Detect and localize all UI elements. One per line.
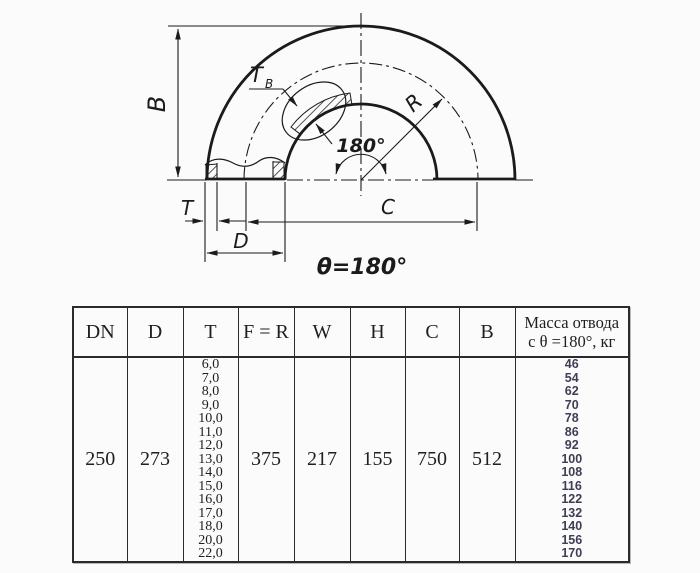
dim-t (185, 182, 246, 231)
mass-header-line2: с θ =180°, кг (528, 332, 616, 351)
cell-dn: 250 (73, 357, 127, 562)
mass-header-line1: Масса отвода (524, 312, 620, 332)
tb-label-main: T (250, 63, 263, 87)
col-header-w: W (294, 307, 350, 357)
tb-leader-arrow (283, 89, 297, 106)
t-values-list: 6,0 7,0 8,0 9,0 10,0 11,0 12,0 13,0 14,0 15,0 16,0 17,0 18,0 20,0 22,0 (198, 357, 223, 562)
col-header-d: D (127, 307, 183, 357)
col-header-dn: DN (73, 307, 127, 357)
dim-b-label: B (143, 95, 171, 113)
dim-d-label: D (233, 229, 249, 253)
col-header-t: T (183, 307, 238, 357)
cell-c: 750 (405, 357, 459, 562)
cell-mass-values (515, 357, 629, 562)
cell-w: 217 (294, 357, 350, 562)
wall-hatch-right (273, 162, 284, 179)
angle-label: 180° (336, 135, 386, 157)
dim-t-label: T (181, 196, 194, 220)
spec-table (72, 306, 630, 563)
cell-b: 512 (459, 357, 515, 562)
dim-c-label: C (381, 195, 395, 219)
bore-edges (217, 161, 273, 179)
wall-hatch-left (206, 164, 217, 179)
col-header-c: C (405, 307, 459, 357)
col-header-mass (515, 307, 629, 357)
cell-fr: 375 (238, 357, 294, 562)
cell-t-values (183, 357, 238, 562)
cell-h: 155 (350, 357, 405, 562)
data-row (73, 357, 629, 562)
cell-d: 273 (127, 357, 183, 562)
col-header-h: H (350, 307, 405, 357)
col-header-b: B (459, 307, 515, 357)
theta-label: θ=180° (316, 255, 408, 280)
radius-label: R (400, 89, 428, 117)
mass-values-list: 46 54 62 70 78 86 92 100 108 116 122 132 140 156 170 (561, 357, 583, 561)
tb-counter-arrow (316, 124, 332, 144)
tb-label-sub: B (265, 77, 274, 91)
col-header-fr: F = R (238, 307, 294, 357)
header-row (73, 307, 629, 357)
